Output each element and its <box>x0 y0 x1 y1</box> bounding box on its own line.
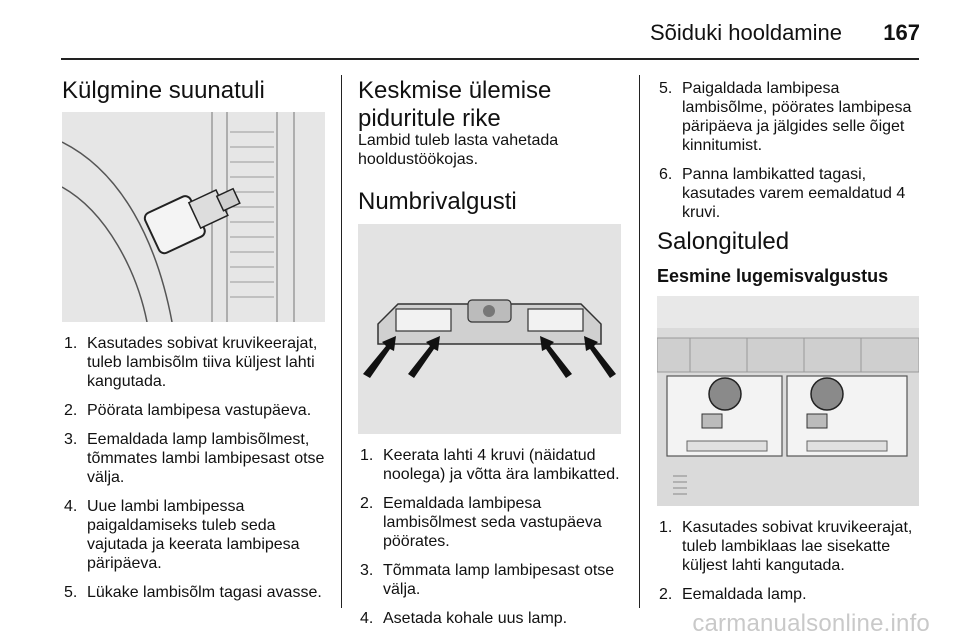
step-number: 2. <box>659 586 673 603</box>
step-number: 2. <box>360 495 374 512</box>
step-number: 3. <box>64 431 78 448</box>
list-item <box>360 446 630 484</box>
section-heading-licence-plate-light: Numbrivalgusti <box>358 188 517 215</box>
column-divider-2 <box>639 75 640 608</box>
side-indicator-steps <box>64 334 326 612</box>
step-text: Tõmmata lamp lambipesast otse välja. <box>383 562 615 598</box>
reading-light-illustration <box>657 296 919 506</box>
step-number: 5. <box>659 80 673 97</box>
step-text: Eemaldada lamp lambisõlmest, tõmmates lambi lambipesast otse välja. <box>87 431 325 486</box>
step-number: 6. <box>659 166 673 183</box>
licence-plate-light-figure <box>358 224 621 434</box>
step-text: Lükake lambisõlm tagasi avasse. <box>87 584 322 601</box>
step-text: Pöörata lambipesa vastupäeva. <box>87 402 312 419</box>
step-text: Uue lambi lambipessa paigaldamiseks tuleb seda vajutada ja keerata lambipesa päripäeva. <box>87 498 300 572</box>
list-item <box>64 334 326 391</box>
step-number: 5. <box>64 584 78 601</box>
running-header-title: Sõiduki hooldamine <box>649 20 842 45</box>
step-text: Eemaldada lambipesa lambisõlmest seda vastupäeva pöörates. <box>383 495 602 550</box>
step-text: Eemaldada lamp. <box>682 586 807 603</box>
list-item <box>360 561 630 599</box>
step-text: Panna lambikatted tagasi, kasutades varem eemaldatud 4 kruvi. <box>682 166 906 221</box>
licence-plate-light-steps-continued <box>659 79 919 232</box>
step-number: 4. <box>64 498 78 515</box>
step-number: 1. <box>360 447 374 464</box>
list-item <box>64 583 326 602</box>
step-number: 3. <box>360 562 374 579</box>
list-item <box>360 494 630 551</box>
licence-plate-light-steps <box>360 446 630 638</box>
step-number: 2. <box>64 402 78 419</box>
side-indicator-illustration <box>62 112 325 322</box>
step-text: Kasutades sobivat kruvikeerajat, tuleb lambiklaas lae sisekatte küljest lahti kangutada. <box>682 519 913 574</box>
list-item <box>659 79 919 155</box>
reading-light-steps <box>659 518 921 614</box>
licence-plate-light-illustration <box>358 224 621 434</box>
section-heading-interior-lights: Salongituled <box>657 228 790 255</box>
page-number: 167 <box>883 20 920 45</box>
step-text: Asetada kohale uus lamp. <box>383 610 568 627</box>
step-text: Kasutades sobivat kruvikeerajat, tuleb lambisõlm tiiva küljest lahti kangutada. <box>87 335 318 390</box>
section-heading-brake-light: Keskmise ülemise piduritule rike <box>358 77 552 132</box>
brake-light-paragraph: Lambid tuleb lasta vahetada hooldustöökojas. <box>358 132 559 168</box>
list-item <box>64 401 326 420</box>
side-indicator-figure <box>62 112 325 322</box>
reading-light-figure <box>657 296 919 506</box>
step-number: 1. <box>64 335 78 352</box>
list-item <box>360 609 630 628</box>
list-item <box>64 497 326 573</box>
list-item <box>64 430 326 487</box>
step-text: Paigaldada lambipesa lambisõlme, pöörates lambipesa päripäeva ja jälgides selle õiget kinnitumist. <box>682 80 912 154</box>
list-item <box>659 518 921 575</box>
section-heading-side-indicator: Külgmine suunatuli <box>62 77 265 104</box>
step-number: 4. <box>360 610 374 627</box>
column-divider-1 <box>341 75 342 608</box>
watermark: carmanualsonline.info <box>692 610 930 637</box>
header-rule <box>61 58 919 60</box>
list-item <box>659 585 921 604</box>
step-text: Keerata lahti 4 kruvi (näidatud noolega) ja võtta ära lambikatted. <box>383 447 620 483</box>
list-item <box>659 165 919 222</box>
subheading-front-reading-light: Eesmine lugemisvalgustus <box>657 266 889 286</box>
step-number: 1. <box>659 519 673 536</box>
